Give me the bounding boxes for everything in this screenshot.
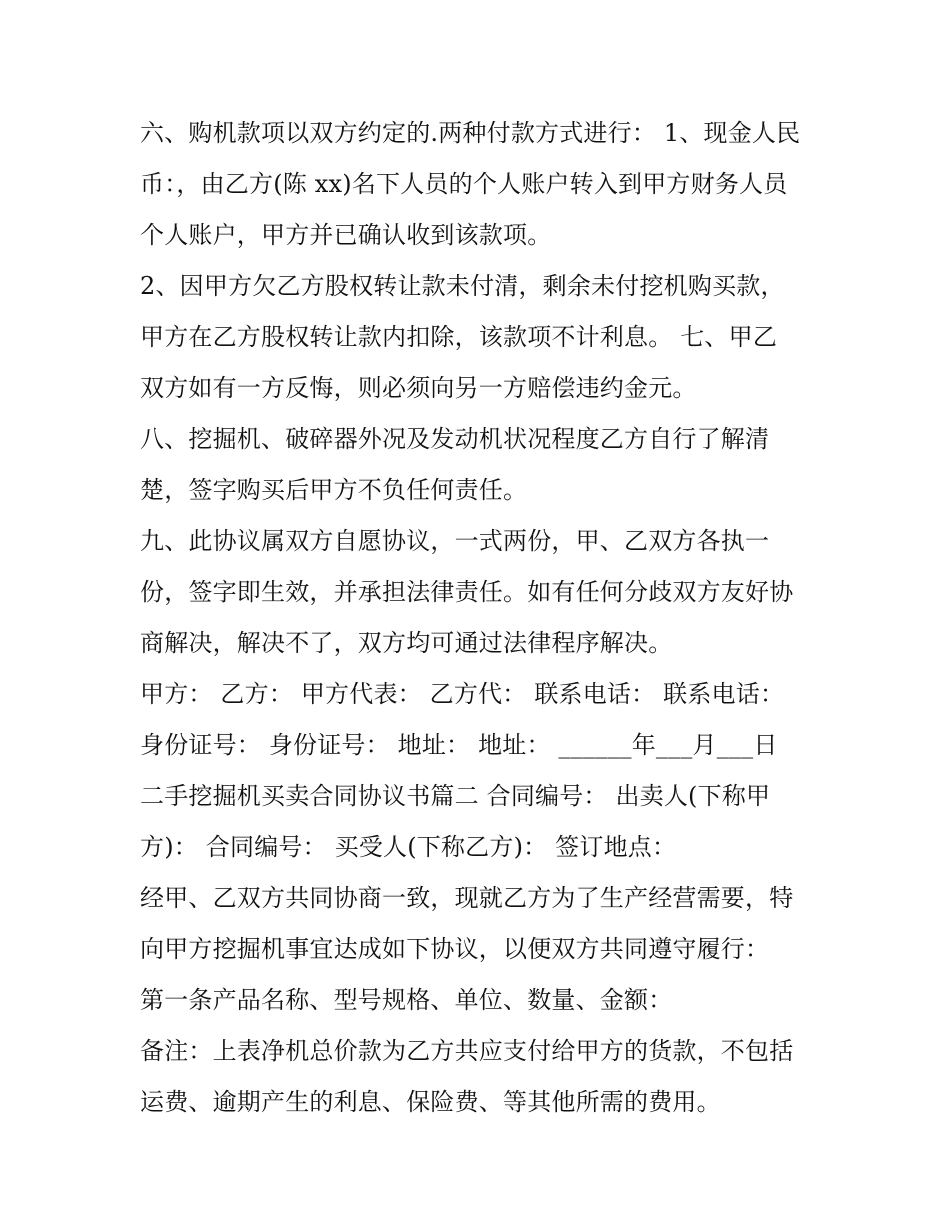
contract-body-text [140,108,830,1128]
text-line: 九、此协议属双方自愿协议，一式两份，甲、乙双方各执一 [140,527,770,555]
text-line: 八、挖掘机、破碎器外况及发动机状况程度乙方自行了解清 [140,425,770,453]
text-line: 双方如有一方反悔，则必须向另一方赔偿违约金元。 [140,374,697,402]
text-line: 六、购机款项以双方约定的.两种付款方式进行： 1、现金人民 [140,119,801,147]
signature-fields-line: 甲方： 乙方： 甲方代表： 乙方代： 联系电话： 联系电话： [140,680,785,708]
text-line: 运费、逾期产生的利息、保险费、等其他所需的费用。 [140,1088,721,1116]
text-line: 向甲方挖掘机事宜达成如下协议，以便双方共同遵守履行： [140,935,770,963]
text-line: 楚，签字购买后甲方不负任何责任。 [140,476,528,504]
text-line: 份，签字即生效，并承担法律责任。如有任何分歧双方友好协 [140,578,794,606]
section-heading-line: 二手挖掘机买卖合同协议书篇二 合同编号： 出卖人(下称甲 [140,782,771,810]
text-line: 甲方在乙方股权转让款内扣除，该款项不计利息。 七、甲乙 [140,323,778,351]
text-line: 经甲、乙双方共同协商一致，现就乙方为了生产经营需要，特 [140,884,794,912]
text-line: 币：，由乙方(陈 xx)名下人员的个人账户转入到甲方财务人员 [140,170,788,198]
text-line: 第一条产品名称、型号规格、单位、数量、金额： [140,986,673,1014]
text-line: 2、因甲方欠乙方股权转让款未付清，剩余未付挖机购买款， [140,272,785,300]
text-line: 备注：上表净机总价款为乙方共应支付给甲方的货款，不包括 [140,1037,794,1065]
text-line: 个人账户，甲方并已确认收到该款项。 [140,221,552,249]
text-line: 方)： 合同编号： 买受人(下称乙方)： 签订地点： [140,833,677,861]
signature-date-line: 身份证号： 身份证号： 地址： 地址： ______年___月___日 [140,731,778,759]
text-line: 商解决，解决不了，双方均可通过法律程序解决。 [140,629,673,657]
